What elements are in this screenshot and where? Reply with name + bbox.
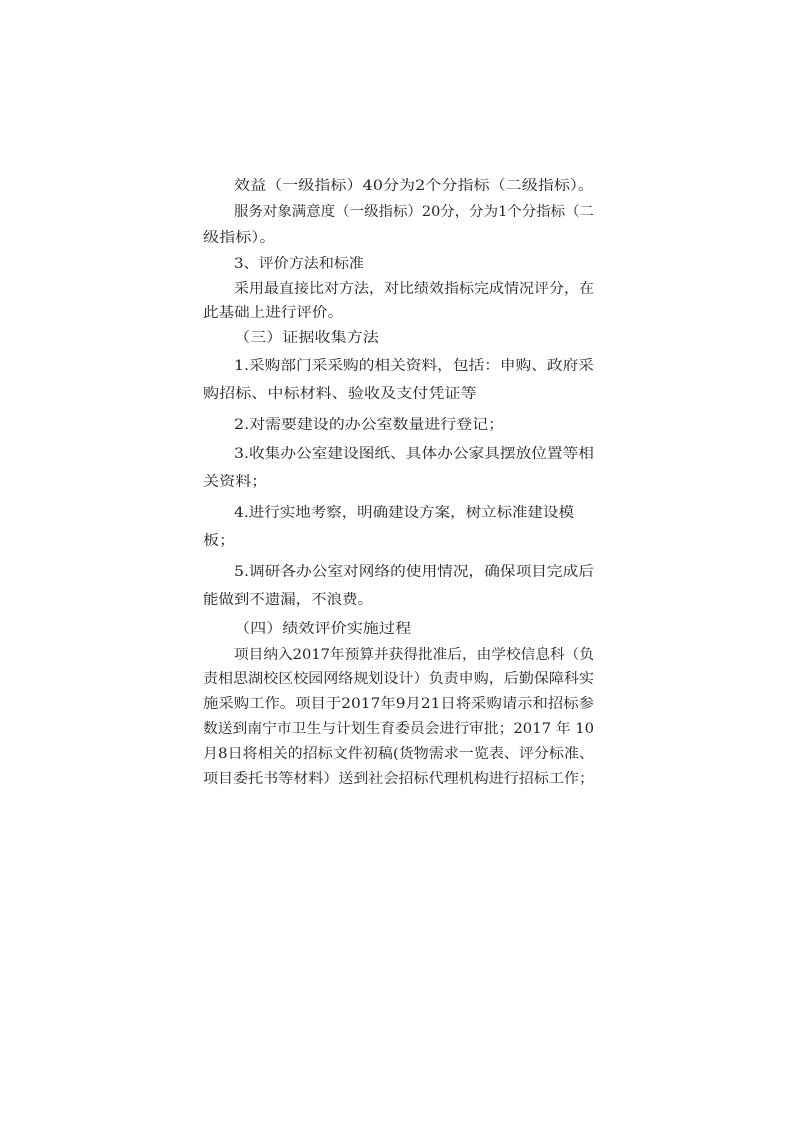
- list-item: 2.对需要建设的办公室数量进行登记；: [234, 417, 504, 433]
- section-heading: 3、评价方法和标准: [234, 256, 365, 272]
- list-item-continuation: 购招标、中标材料、验收及支付凭证等: [203, 386, 477, 402]
- text-line: 服务对象满意度（一级指标）20分，分为1个分指标（二: [234, 204, 594, 220]
- section-heading: （三）证据收集方法: [234, 330, 379, 346]
- text-line: 效益（一级指标）40分为2个分指标（二级指标）。: [234, 178, 595, 194]
- text-line: 采用最直接比对方法，对比绩效指标完成情况评分，在: [234, 281, 594, 297]
- text-line: 施采购工作。项目于2017年9月21日将采购请示和招标参: [203, 696, 594, 712]
- list-item: 5.调研各办公室对网络的使用情况，确保项目完成后: [234, 564, 594, 580]
- text-line: 级指标）。: [203, 230, 276, 246]
- list-item: 1.采购部门采采购的相关资料，包括：申购、政府采: [234, 358, 594, 374]
- text-line: 数送到南宁市卫生与计划生育委员会进行审批；2017 年 10: [203, 721, 595, 737]
- list-item: 3.收集办公室建设图纸、具体办公家具摆放位置等相: [234, 446, 594, 462]
- list-item-continuation: 关资料；: [203, 474, 268, 490]
- section-heading: （四）绩效评价实施过程: [234, 621, 412, 637]
- text-line: 此基础上进行评价。: [203, 305, 343, 321]
- text-line: 责相思湖校区校园网络规划设计）负责申购，后勤保障科实: [203, 671, 595, 687]
- list-item: 4.进行实地考察，明确建设方案，树立标准建设模: [234, 505, 575, 521]
- list-item-continuation: 能做到不遗漏，不浪费。: [203, 592, 374, 608]
- text-line: 项目委托书等材料）送到社会招标代理机构进行招标工作；: [203, 771, 595, 787]
- text-line: 月8日将相关的招标文件初稿(货物需求一览表、评分标准、: [203, 746, 595, 762]
- list-item-continuation: 板；: [203, 533, 236, 549]
- text-line: 项目纳入2017年预算并获得批准后，由学校信息科（负: [234, 647, 594, 663]
